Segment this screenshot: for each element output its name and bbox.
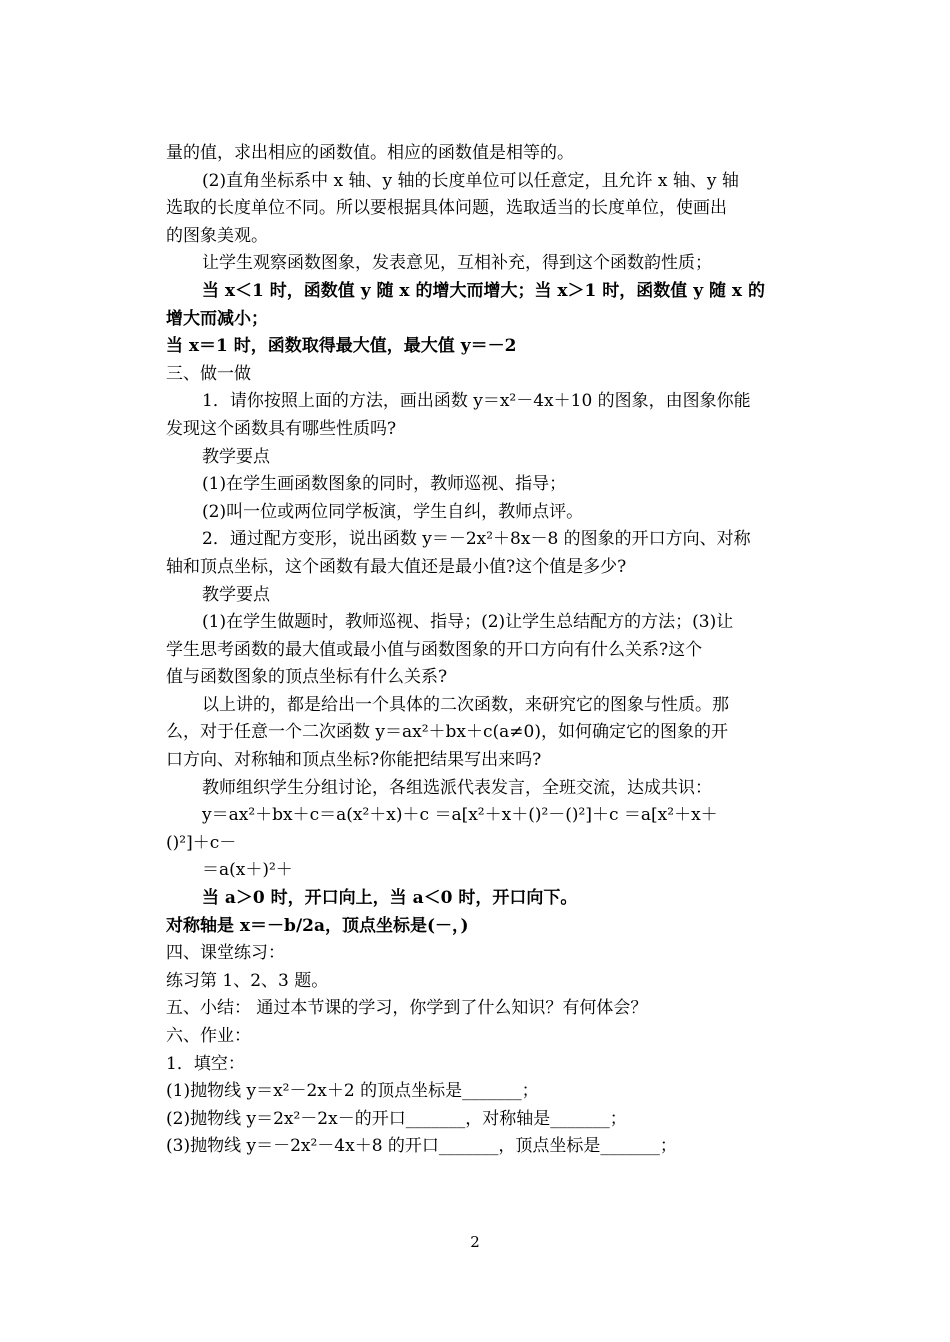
formula-line: y＝ax²＋bx＋c＝a(x²＋x)＋c ＝a[x²＋x＋()²－()²]＋c ＝a[x²＋x＋ bbox=[202, 805, 718, 826]
text-line: 让学生观察函数图象，发表意见，互相补充，得到这个函数韵性质； bbox=[202, 253, 712, 274]
text-line: (2)直角坐标系中 x 轴、y 轴的长度单位可以任意定，且允许 x 轴、y 轴 bbox=[202, 170, 739, 191]
page-number: 2 bbox=[470, 1233, 480, 1251]
text-line: 选取的长度单位不同。所以要根据具体问题，选取适当的长度单位，使画出 bbox=[166, 198, 727, 219]
exercise-line: (1)抛物线 y＝x²－2x＋2 的顶点坐标是_______； bbox=[166, 1081, 539, 1102]
bold-text-line: 当 x＝1 时，函数取得最大值，最大值 y＝－2 bbox=[166, 336, 517, 357]
text-line: 值与函数图象的顶点坐标有什么关系? bbox=[166, 667, 448, 688]
text-line: (2)叫一位或两位同学板演，学生自纠，教师点评。 bbox=[202, 501, 584, 522]
bold-text-line: 对称轴是 x＝－b/2a，顶点坐标是(－，) bbox=[166, 915, 469, 936]
text-line: 么，对于任意一个二次函数 y＝ax²＋bx＋c(a≠0)，如何确定它的图象的开 bbox=[166, 722, 728, 743]
text-line: 以上讲的，都是给出一个具体的二次函数，来研究它的图象与性质。那 bbox=[202, 694, 729, 715]
text-line: 2．通过配方变形，说出函数 y＝－2x²＋8x－8 的图象的开口方向、对称 bbox=[202, 529, 751, 550]
text-line: (1)在学生画函数图象的同时，教师巡视、指导； bbox=[202, 474, 567, 495]
section-heading: 四、课堂练习： bbox=[166, 943, 285, 964]
section-heading: 六、作业： bbox=[166, 1026, 251, 1046]
section-heading: 五、小结： 通过本节课的学习，你学到了什么知识？有何体会？ bbox=[166, 998, 648, 1019]
text-line: 口方向、对称轴和顶点坐标?你能把结果写出来吗? bbox=[166, 750, 542, 771]
text-line: (1)在学生做题时，教师巡视、指导；(2)让学生总结配方的方法；(3)让 bbox=[202, 612, 734, 633]
exercise-line: (3)抛物线 y＝－2x²－4x＋8 的开口_______，顶点坐标是_______； bbox=[166, 1136, 677, 1157]
text-line: 教学要点 bbox=[202, 584, 270, 605]
text-line: 量的值，求出相应的函数值。相应的函数值是相等的。 bbox=[166, 143, 574, 163]
text-line: 发现这个函数具有哪些性质吗? bbox=[166, 418, 397, 439]
text-line: 学生思考函数的最大值或最小值与函数图象的开口方向有什么关系?这个 bbox=[166, 639, 703, 660]
text-line: 1．请你按照上面的方法，画出函数 y＝x²－4x＋10 的图象，由图象你能 bbox=[202, 391, 751, 412]
exercise-line: (2)抛物线 y＝2x²－2x－的开口_______，对称轴是_______； bbox=[166, 1108, 627, 1129]
formula-line: ＝a(x＋)²＋ bbox=[202, 860, 293, 881]
bold-text-line: 增大而减小； bbox=[166, 308, 268, 329]
page-body bbox=[166, 140, 790, 1161]
text-line: 练习第 1、2、3 题。 bbox=[166, 970, 329, 991]
section-heading: 三、做一做 bbox=[166, 363, 251, 384]
text-line: 1．填空： bbox=[166, 1053, 245, 1074]
text-line: 的图象美观。 bbox=[166, 225, 268, 246]
text-line: 轴和顶点坐标，这个函数有最大值还是最小值?这个值是多少? bbox=[166, 556, 627, 577]
text-line: 教学要点 bbox=[202, 446, 270, 467]
text-line: 教师组织学生分组讨论，各组选派代表发言，全班交流，达成共识： bbox=[202, 777, 712, 798]
formula-line: ()²]＋c－ bbox=[166, 832, 237, 853]
bold-text-line: 当 x＜1 时，函数值 y 随 x 的增大而增大；当 x＞1 时，函数值 y 随 x 的 bbox=[202, 280, 765, 301]
bold-text-line: 当 a＞0 时，开口向上，当 a＜0 时，开口向下。 bbox=[202, 888, 578, 909]
